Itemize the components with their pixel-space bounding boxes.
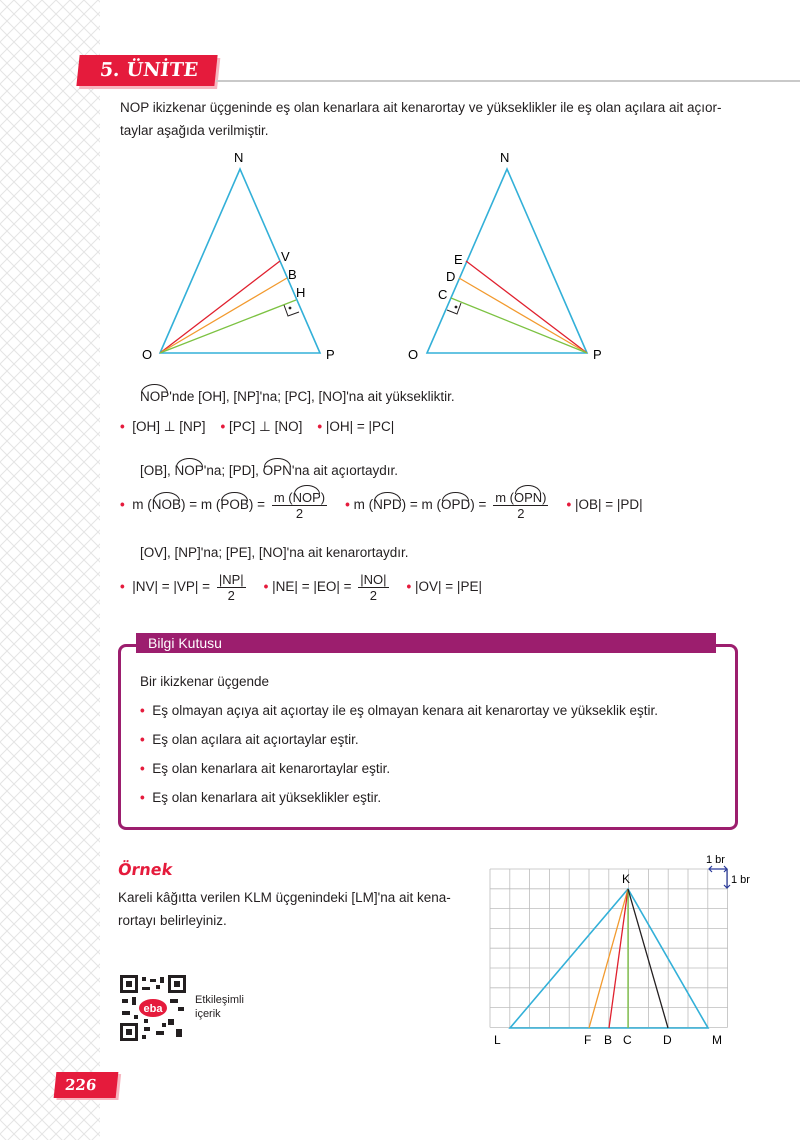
heights-statement: NOP'nde [OH], [NP]'na; [PC], [NO]'na ait yüksekliktir.	[140, 389, 455, 404]
triangles-figure	[0, 140, 800, 370]
info-item: • Eş olan kenarlara ait kenarortaylar eştir.	[140, 761, 391, 776]
triangle-1	[142, 150, 335, 362]
line-KB	[609, 889, 628, 1028]
label-V: V	[281, 249, 290, 264]
heights-relations: • [OH] ⊥ [NP] • [PC] ⊥ [NO] • |OH| = |PC|	[120, 419, 395, 434]
label-N-1: N	[234, 150, 244, 165]
label-C: C	[438, 287, 448, 302]
label-M: M	[712, 1033, 722, 1047]
intro-line-2: taylar aşağıda verilmiştir.	[120, 123, 269, 138]
header-rule	[216, 80, 800, 82]
label-D: D	[446, 269, 456, 284]
intro-text	[120, 96, 760, 142]
info-item: • Eş olmayan açıya ait açıortay ile eş olmayan kenara ait kenarortay ve yükseklik eştir.	[140, 703, 658, 718]
median-PE	[466, 261, 587, 353]
unit-title: 5. ÜNİTE	[98, 59, 200, 81]
bisector-OB	[160, 278, 287, 353]
label-P-2: P	[593, 347, 602, 362]
label-P-1: P	[326, 347, 335, 362]
fraction-OPN: $\frac{\text{m (OPN)}}{2}$	[495, 490, 547, 521]
grid	[490, 869, 728, 1027]
svg-text:eba: eba	[143, 1003, 163, 1015]
label-K: K	[622, 872, 631, 886]
info-item: • Eş olan açılara ait açıortaylar eştir.	[140, 732, 359, 747]
bisectors-relations: • m (NOB) = m (POB) = $\frac{\text{m (NOP)}}{2}$ • m (NPD) = m (OPD) = $\frac{\text{m (OPN)}}{2}$ • |OB| = |PD|	[120, 490, 643, 521]
triangle-2-shape	[427, 169, 587, 353]
info-box-title: Bilgi Kutusu	[136, 633, 716, 653]
qr-caption-1: Etkileşimli	[195, 994, 244, 1006]
fraction-NOP: $\frac{\text{m (NOP)}}{2}$	[273, 490, 326, 521]
medians-statement: [OV], [NP]'na; [PE], [NO]'na ait kenarortaydır.	[140, 545, 409, 560]
unit-vertical-label: 1 br	[731, 874, 750, 886]
qr-code	[120, 975, 186, 1041]
label-D-grid: D	[663, 1033, 672, 1047]
label-O-2: O	[408, 347, 419, 362]
median-OV	[160, 261, 280, 353]
label-H: H	[296, 285, 306, 300]
triangle-2	[408, 150, 602, 362]
bisector-PD	[459, 278, 587, 353]
right-angle-mark-1	[284, 305, 299, 316]
label-N-2: N	[500, 150, 510, 165]
page-number: 226	[54, 1072, 119, 1098]
triangle-1-shape	[160, 169, 320, 353]
label-B-grid: B	[604, 1033, 613, 1047]
example-title: Örnek	[116, 860, 174, 879]
intro-line-1: NOP ikizkenar üçgeninde eş olan kenarlara ait kenarortay ve yükseklikler ile eş olan açılara ait açıor-	[120, 100, 722, 115]
label-B: B	[288, 267, 297, 282]
rel-OH-PC: |OH| = |PC|	[325, 419, 395, 434]
grid-figure	[480, 848, 780, 1058]
label-O-1: O	[142, 347, 153, 362]
unit-banner	[76, 55, 217, 86]
qr-caption-2: içerik	[195, 1008, 221, 1020]
medians-relations: • |NV| = |VP| = $\frac{|NP|}{2}$ • |NE| = |EO| = $\frac{|NO|}{2}$ • |OV| = |PE|	[120, 572, 482, 603]
label-E: E	[454, 252, 463, 267]
rel-OH-perp: [OH] ⊥ [NP]	[132, 419, 206, 434]
label-C-grid: C	[623, 1033, 632, 1047]
info-item: • Eş olan kenarlara ait yükseklikler eştir.	[140, 790, 382, 805]
unit-h-arrow	[709, 866, 727, 872]
rel-PC-perp: [PC] ⊥ [NO]	[229, 419, 303, 434]
info-lead: Bir ikizkenar üçgende	[140, 674, 270, 689]
bisectors-statement: [OB], NOP'na; [PD], OPN'na ait açıortaydır.	[140, 463, 399, 478]
example-line-1: Kareli kâğıtta verilen KLM üçgenindeki [LM]'na ait kena-	[118, 890, 451, 905]
example-line-2: rortayı belirleyiniz.	[118, 913, 227, 928]
right-angle-mark-2	[447, 303, 461, 314]
unit-horizontal-label: 1 br	[706, 854, 725, 866]
label-F: F	[584, 1033, 592, 1047]
label-L: L	[494, 1033, 501, 1047]
